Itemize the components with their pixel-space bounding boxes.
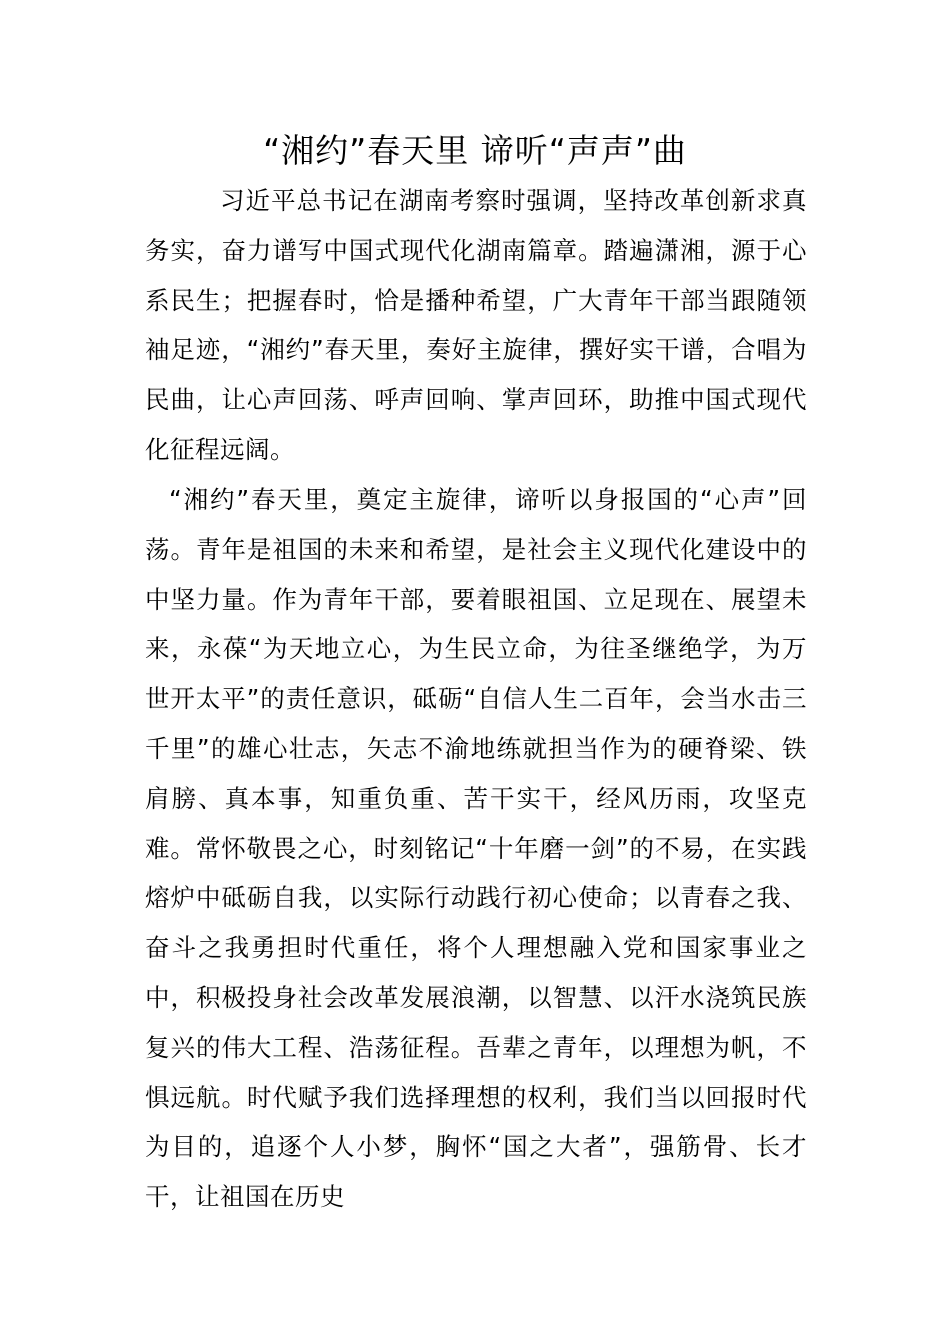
- paragraph-1: 习近平总书记在湖南考察时强调，坚持改革创新求真务实，奋力谱写中国式现代化湖南篇章。踏遍潇湘，源于心系民生；把握春时，恰是播种希望，广大青年干部当跟随领袖足迹，“湘约”春天里，奏好主旋律，撰好实干谱，合唱为民曲，让心声回荡、呼声回响、掌声回环，助推中国式现代化征程远阔。: [145, 186, 807, 464]
- document-title: “湘约”春天里 谛听“声声”曲: [263, 131, 687, 170]
- paragraph-2: “湘约”春天里，奠定主旋律，谛听以身报国的“心声”回荡。青年是祖国的未来和希望，是社会主义现代化建设中的中坚力量。作为青年干部，要着眼祖国、立足现在、展望未来，永葆“为天地立心，为生民立命，为往圣继绝学，为万世开太平”的责任意识，砥砺“自信人生二百年，会当水击三千里”的雄心壮志，矢志不渝地练就担当作为的硬脊梁、铁肩膀、真本事，知重负重、苦干实干，经风历雨，攻坚克难。常怀敬畏之心，时刻铭记“十年磨一剑”的不易，在实践熔炉中砥砺自我，以实际行动践行初心使命；以青春之我、奋斗之我勇担时代重任，将个人理想融入党和国家事业之中，积极投身社会改革发展浪潮，以智慧、以汗水浇筑民族复兴的伟大工程、浩荡征程。吾辈之青年，以理想为帆，不惧远航。时代赋予我们选择理想的权利，我们当以回报时代为目的，追逐个人小梦，胸怀“国之大者”，强筋骨、长才干，让祖国在历史: [145, 485, 807, 1212]
